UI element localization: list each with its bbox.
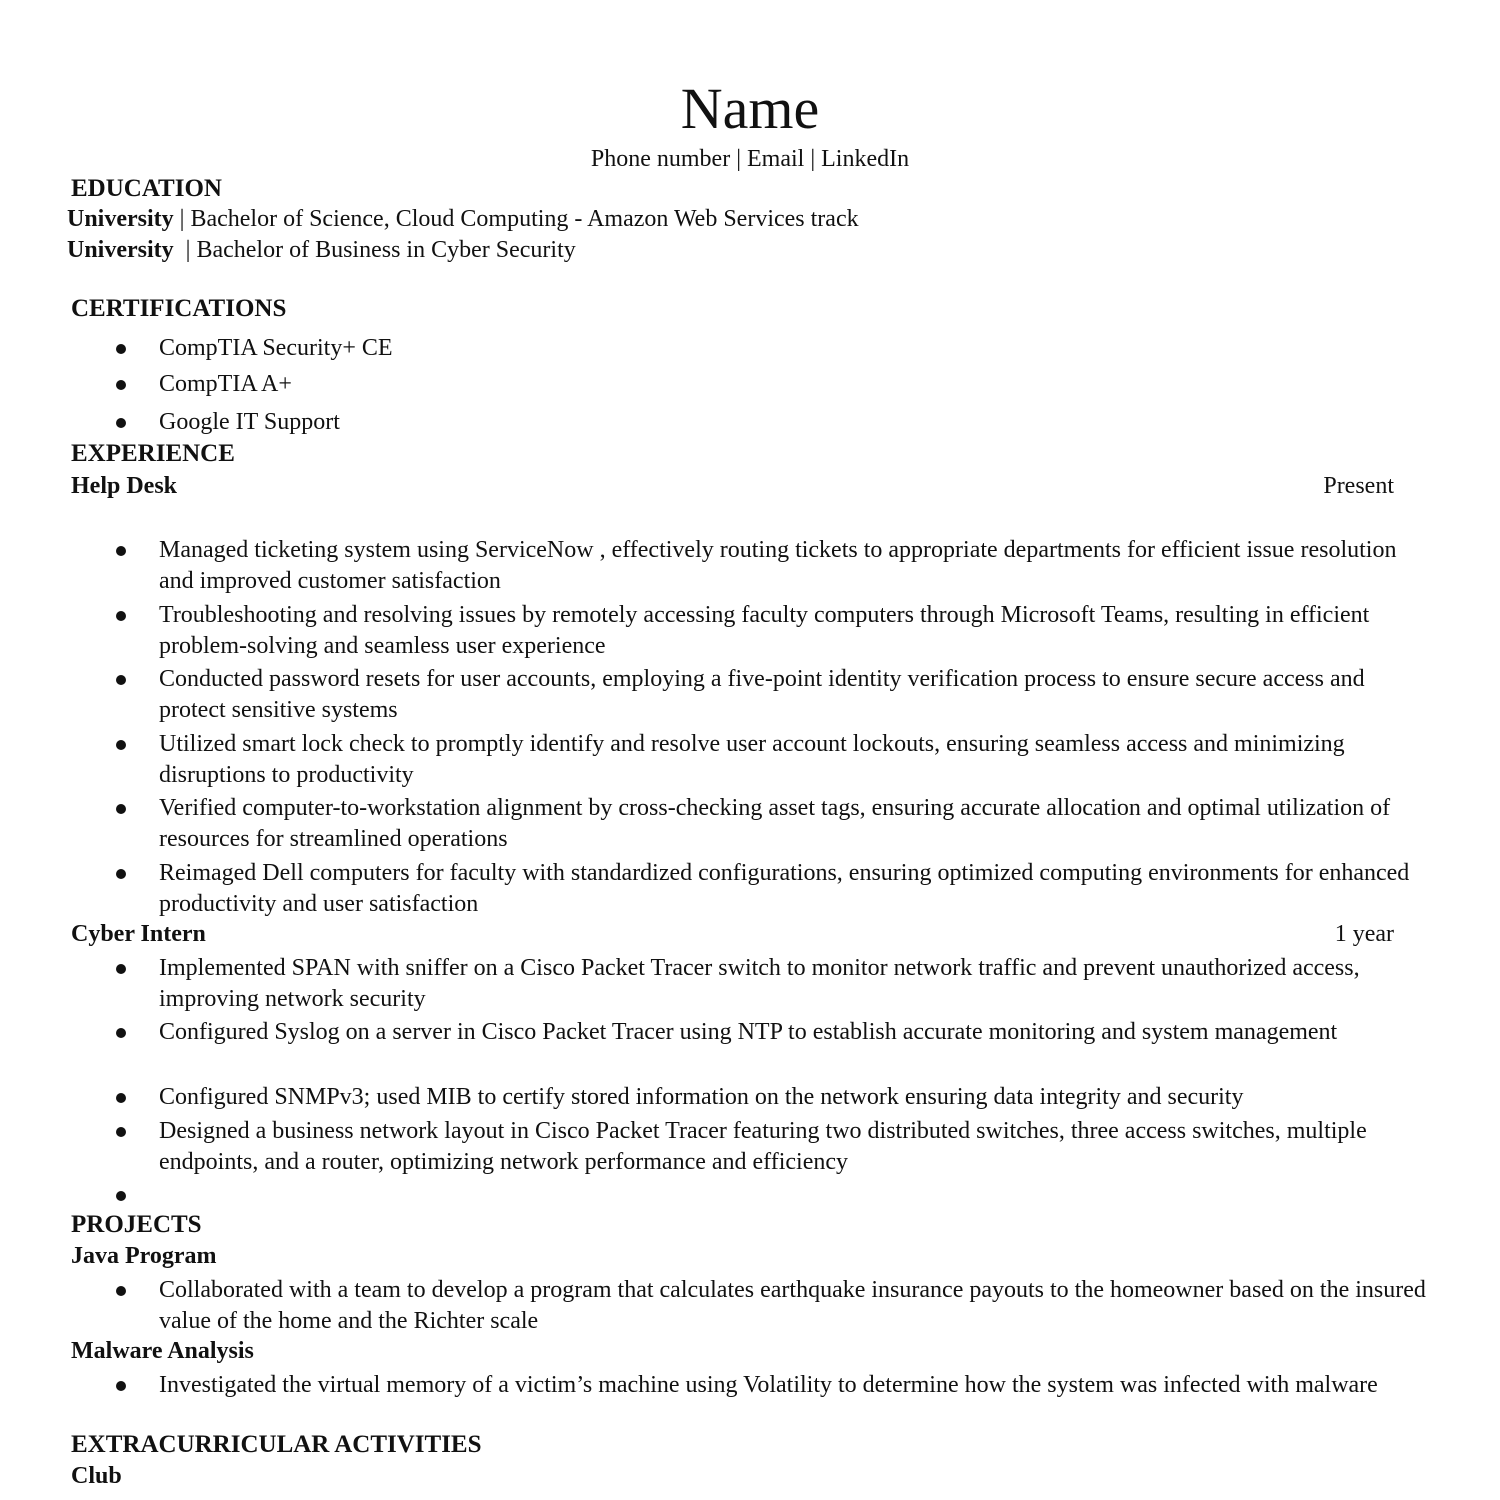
education-entry [67, 204, 859, 234]
bullet-icon [116, 1028, 126, 1038]
bullet-icon [116, 804, 126, 814]
job-date-cyber-intern: 1 year [1334, 921, 1394, 947]
job-bullet-text: Conducted password resets for user accounts, employing a five-point identity verification process to ensure secure access and protect sensitive systems [159, 666, 1365, 723]
bullet-icon [116, 675, 126, 685]
job-bullet-text: Implemented SPAN with sniffer on a Cisco Packet Tracer switch to monitor network traffic and prevent unauthorized access, improving network security [159, 955, 1360, 1012]
bullet-icon [116, 1093, 126, 1103]
certification-text: CompTIA Security+ CE [159, 335, 393, 361]
education-separator: | [173, 237, 197, 263]
contact-line: Phone number | Email | LinkedIn [590, 146, 910, 172]
job-bullet-text: Verified computer-to-workstation alignment by cross-checking asset tags, ensuring accurate allocation and optimal utilization of resources for streamlined operations [159, 795, 1391, 852]
bullet-icon [116, 1381, 126, 1391]
education-heading: EDUCATION [71, 175, 222, 202]
extracurricular-title-club: Club [71, 1463, 122, 1489]
project-title-java: Java Program [71, 1243, 217, 1269]
project-title-malware: Malware Analysis [71, 1338, 254, 1364]
project-bullet-text: Collaborated with a team to develop a program that calculates earthquake insurance payouts to the homeowner based on the insured value of the home and the Richter scale [159, 1277, 1426, 1334]
bullet-icon [116, 1286, 126, 1296]
certification-text: Google IT Support [159, 409, 340, 435]
extracurricular-heading: EXTRACURRICULAR ACTIVITIES [71, 1431, 482, 1458]
job-bullet-text: Configured Syslog on a server in Cisco Packet Tracer using NTP to establish accurate monitoring and system management [159, 1019, 1338, 1045]
job-bullet-text: Troubleshooting and resolving issues by remotely accessing faculty computers through Microsoft Teams, resulting in efficient problem-solving and seamless user experience [159, 602, 1370, 659]
education-entry [67, 235, 576, 265]
certifications-heading: CERTIFICATIONS [71, 295, 287, 322]
bullet-icon [116, 964, 126, 974]
job-bullet-text: Reimaged Dell computers for faculty with standardized configurations, ensuring optimized computing environments for enhanced productivity and user satisfaction [159, 860, 1410, 917]
job-bullet-text: Configured SNMPv3; used MIB to certify stored information on the network ensuring data integrity and security [159, 1084, 1244, 1110]
candidate-name: Name [680, 76, 820, 141]
bullet-icon [116, 1127, 126, 1137]
experience-heading: EXPERIENCE [71, 440, 235, 467]
project-bullet-text: Investigated the virtual memory of a victim’s machine using Volatility to determine how the system was infected with malware [159, 1372, 1378, 1398]
job-bullet-text: Managed ticketing system using ServiceNow , effectively routing tickets to appropriate departments for efficient issue resolution and improved customer satisfaction [159, 537, 1397, 594]
job-title-help-desk: Help Desk [71, 473, 178, 499]
bullet-icon [116, 344, 126, 354]
education-degree: Bachelor of Science, Cloud Computing - Amazon Web Services track [190, 206, 859, 232]
education-degree: Bachelor of Business in Cyber Security [196, 237, 576, 263]
education-school: University [67, 237, 174, 263]
projects-heading: PROJECTS [71, 1211, 202, 1238]
job-title-cyber-intern: Cyber Intern [71, 921, 206, 947]
education-separator: | [173, 206, 191, 232]
bullet-icon [116, 1191, 126, 1201]
job-bullet-text: Utilized smart lock check to promptly identify and resolve user account lockouts, ensuring seamless access and minimizing disruptions to productivity [159, 731, 1345, 788]
education-school: University [67, 206, 174, 232]
bullet-icon [116, 546, 126, 556]
job-bullet-text: Designed a business network layout in Cisco Packet Tracer featuring two distributed switches, three access switches, multiple endpoints, and a router, optimizing network performance and efficiency [159, 1118, 1367, 1175]
bullet-icon [116, 611, 126, 621]
bullet-icon [116, 869, 126, 879]
bullet-icon [116, 418, 126, 428]
bullet-icon [116, 740, 126, 750]
bullet-icon [116, 380, 126, 390]
certification-text: CompTIA A+ [159, 371, 292, 397]
job-date-help-desk: Present [1323, 473, 1394, 499]
